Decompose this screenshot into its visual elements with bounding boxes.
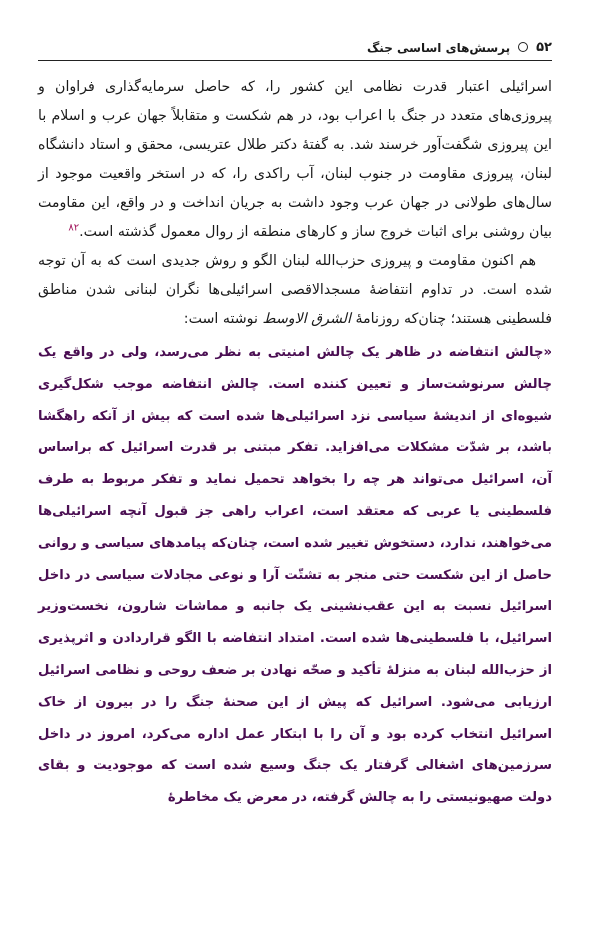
paragraph-intro [38, 73, 552, 247]
newspaper-name: الشرق الاوسط [262, 311, 351, 327]
running-header [38, 40, 552, 61]
footnote-marker[interactable]: ۸۲ [68, 222, 80, 234]
section-title: پرسش‌های اساسی جنگ [367, 41, 511, 55]
page-body [38, 73, 552, 814]
paragraph-intro-text: اسرائیلی اعتبار قدرت نظامی این کشور را، که حاصل سرمایه‌گذاری فراوان و پیروزی‌های متعدد در جنگ با اعراب بود، در هم شکست و متقابلاً جهان عرب و اسلام با این پیروزی شگفت‌آور خرسند شد. به گفتهٔ دکتر طلال عتریسی، محقق و استاد دانشگاه لبنان، پیروزی مقاومت در جنوب لبنان، آب راکدی را، که در استخر واقعیت موجود از سال‌های طولانی در جهان عرب وجود داشت به جریان انداخت و در واقع، این مقاومت بیان روشنی برای اثبات خروج ساز و کارهای منطقه از روال معمول گذشته است. [38, 79, 552, 240]
newspaper-quote: «چالش انتفاضه در ظاهر یک چالش امنیتی به نظر می‌رسد، ولی در واقع یک چالش سرنوشت‌ساز و تعیین کننده است. چالش انتفاضه موجب شکل‌گیری شیوه‌ای از اندیشهٔ سیاسی نزد اسرائیلی‌ها شده است که بیش از آنکه راهگشا باشد، بر شدّت مشکلات می‌افزاید. تفکر مبتنی بر قدرت اسرائیل که براساس آن، اسرائیل می‌تواند هر چه را بخواهد تحمیل نماید و تفکر مربوط به طرف فلسطینی یا عربی که معتقد است، اعراب راهی جز قبول آنچه اسرائیلی‌ها می‌خواهند، ندارد، دستخوش تغییر شده است، چنان‌که پیامدهای سیاسی و روانی حاصل از این شکست حتی منجر به تشتّت آرا و نوعی مجادلات سیاسی در داخل اسرائیل نسبت به این عقب‌نشینی یک جانبه و مماشات شارون، نخست‌وزیر اسرائیل، با فلسطینی‌ها شده است. امتداد انتفاضه با الگو قراردادن و اثرپذیری از حزب‌الله لبنان به منزلهٔ تأکید و صحّه نهادن بر ضعف روحی و نظامی اسرائیل ارزیابی می‌شود. اسرائیل که پیش از این صحنهٔ جنگ را در بیرون از خاک اسرائیل انتخاب کرده بود و آن را با ابتکار عمل اداره می‌کرد، امروز در داخل سرزمین‌های اشغالی گرفتار یک جنگ وسیع شده است که موجودیت و بقای دولت صهیونیستی را به چالش گرفته، در معرض یک مخاطرهٔ [38, 345, 552, 806]
page-number: ۵۲ [536, 40, 552, 55]
paragraph-hezbollah-text: هم اکنون مقاومت و پیروزی حزب‌الله لبنان الگو و روش جدیدی است که به آن توجه شده است. در تداوم انتفاضهٔ مسجدالاقصی اسرائیلی‌ها نگران لبنانی شدن مناطق فلسطینی هستند؛ چنان‌که روزنامهٔ [38, 253, 552, 327]
paragraph-hezbollah [38, 247, 552, 334]
circle-separator-icon [518, 42, 528, 52]
paragraph-hezbollah-ending: نوشته است: [183, 311, 258, 327]
